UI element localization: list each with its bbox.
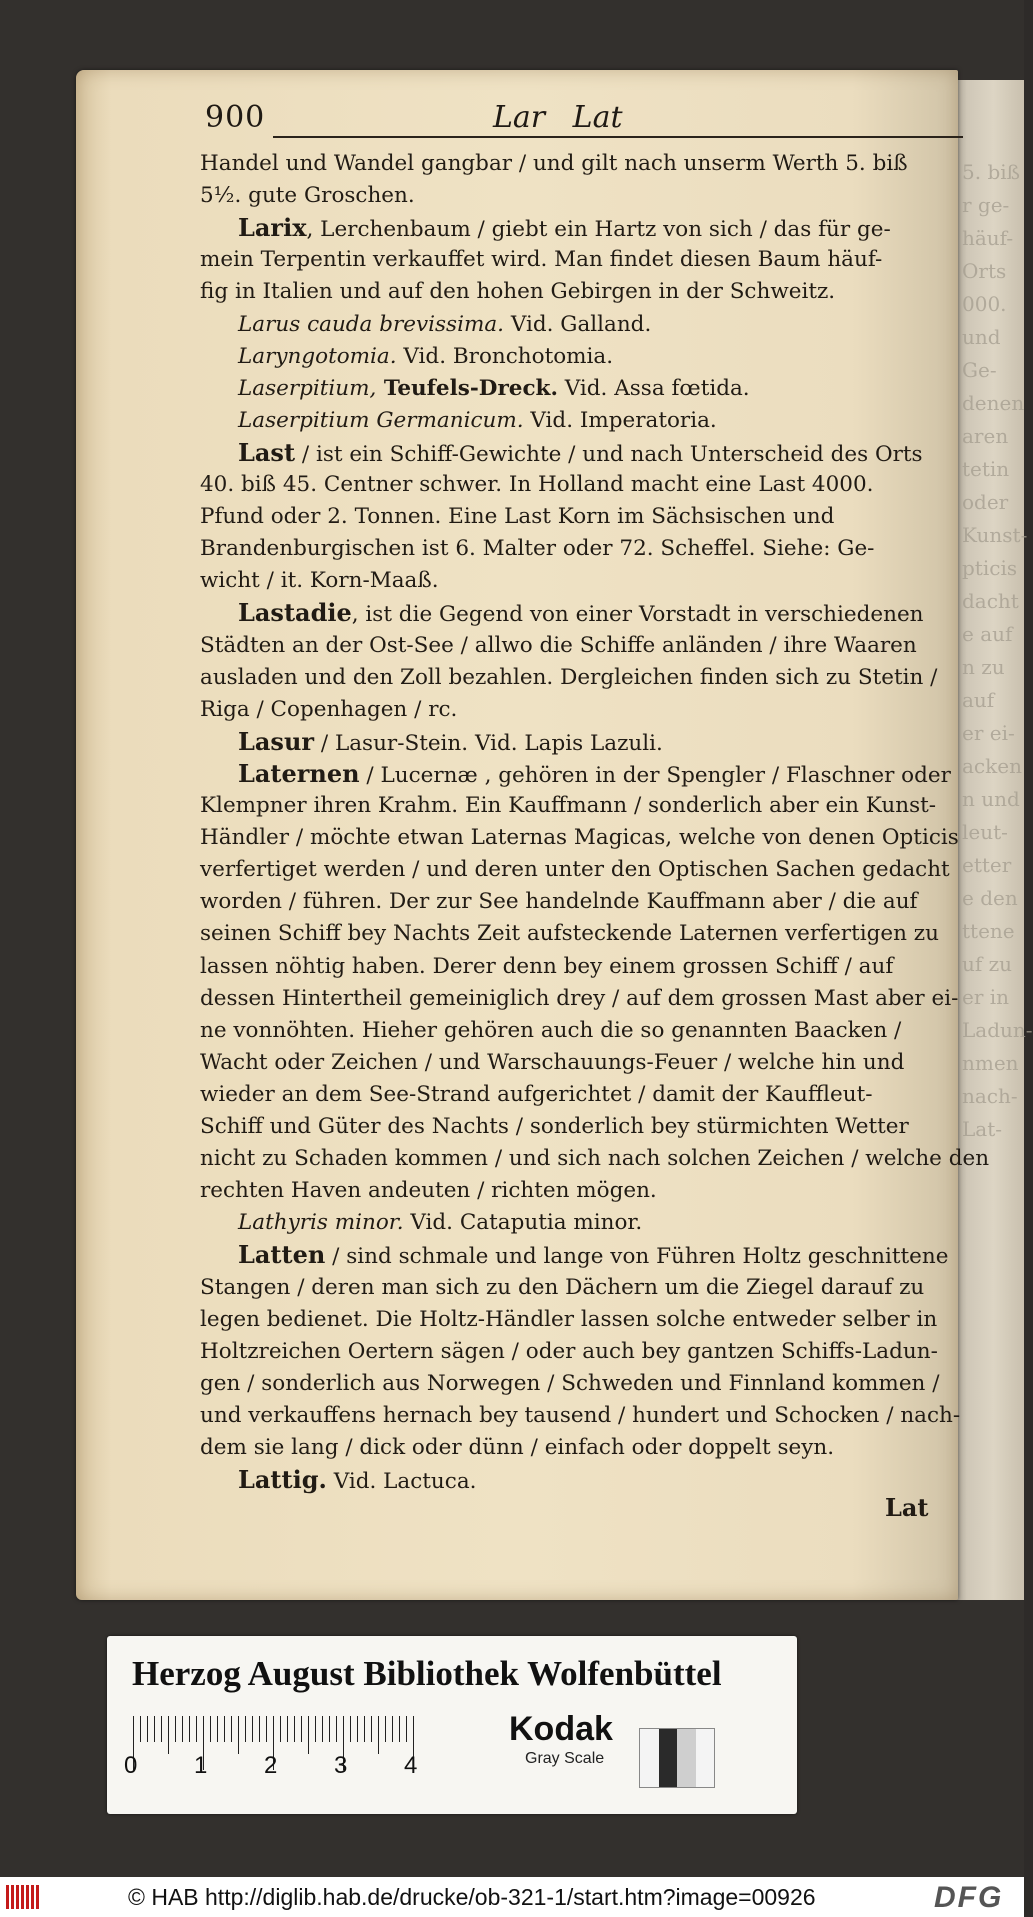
text-line <box>238 373 750 405</box>
entry-text: 5½. gute Groschen. <box>200 183 415 209</box>
ruler-tick <box>154 1716 155 1742</box>
facing-page-fragment: etter <box>962 853 1012 877</box>
facing-page-fragment: auf <box>962 688 995 712</box>
entry-text: Klempner ihren Krahm. Ein Kauffmann / sonderlich aber ein Kunst- <box>200 793 937 818</box>
ruler-tick <box>329 1716 330 1742</box>
ruler-tick <box>189 1716 190 1742</box>
facing-page-fragment: nach- <box>962 1084 1018 1108</box>
ruler-tick <box>294 1716 295 1742</box>
ruler-tick <box>168 1716 169 1754</box>
entry-text: lassen nöhtig haben. Derer denn bey einem grossen Schiff / auf <box>200 953 894 979</box>
ruler-tick <box>287 1716 288 1742</box>
entry-text: fig in Italien und auf den hohen Gebirgen in der Schweitz. <box>200 279 836 305</box>
entry-text: / sind schmale und lange von Führen Holtz geschnittene <box>325 1244 949 1270</box>
text-line <box>200 501 834 533</box>
ruler-tick <box>357 1716 358 1742</box>
ruler-tick <box>371 1716 372 1742</box>
entry-headword: Larus cauda brevissima. <box>238 311 504 337</box>
ruler-tick <box>315 1716 316 1742</box>
ruler-tick <box>385 1716 386 1742</box>
scale-number: 0 <box>124 1752 138 1779</box>
ruler-tick <box>245 1716 246 1742</box>
ruler-tick <box>399 1716 400 1742</box>
page-header <box>205 100 965 140</box>
text-line <box>200 1143 989 1175</box>
facing-page-fragment: acken <box>962 754 1022 778</box>
text-line <box>238 437 923 469</box>
entry-text: Handel und Wandel gangbar / und gilt nach unserm Werth 5. biß <box>200 151 908 176</box>
text-line <box>200 1047 904 1079</box>
text-line <box>200 148 908 180</box>
facing-page-fragment: pticis <box>962 556 1018 580</box>
text-line <box>200 244 882 276</box>
facing-page-fragment: denen <box>962 391 1025 415</box>
ruler-tick <box>252 1716 253 1742</box>
text-line <box>200 918 939 950</box>
facing-page-fragment: tetin <box>962 457 1010 481</box>
text-line <box>238 309 651 341</box>
ruler-tick <box>196 1716 197 1742</box>
facing-page-fragment: e den <box>962 886 1018 910</box>
running-head: Lar Lat <box>493 100 623 135</box>
text-line <box>200 180 415 212</box>
text-line <box>200 1272 924 1304</box>
text-line <box>238 726 663 758</box>
text-line <box>200 662 937 694</box>
facing-page-fragment: Orts <box>962 259 1007 283</box>
text-line <box>200 1111 909 1143</box>
scale-number: 3 <box>334 1752 348 1779</box>
entry-headword: Latten <box>238 1240 326 1270</box>
facing-page-fragment: er ei- <box>962 721 1015 745</box>
entry-text: / Lucernæ , gehören in der Spengler / Flaschner oder <box>359 762 951 788</box>
text-line <box>200 630 917 662</box>
ruler-tick <box>322 1716 323 1742</box>
text-line <box>200 790 936 822</box>
entry-text: mein Terpentin verkauffet wird. Man findet diesen Baum häuf- <box>200 247 883 273</box>
entry-text: ausladen und den Zoll bezahlen. Dergleichen finden sich zu Stetin / <box>200 664 938 690</box>
text-line <box>200 1175 657 1207</box>
entry-text: Städten an der Ost-See / allwo die Schiffe anländen / ihre Waaren <box>200 632 917 658</box>
text-line <box>200 565 439 597</box>
entry-headword: Last <box>238 437 296 467</box>
text-line <box>200 983 958 1015</box>
entry-headword: Laserpitium Germanicum. <box>238 407 524 433</box>
scale-number: 1 <box>194 1752 208 1779</box>
facing-page-fragment: Kunst- <box>962 523 1028 547</box>
facing-page-fragment: 5. biß <box>962 160 1020 184</box>
ruler-tick <box>350 1716 351 1742</box>
ruler-tick <box>147 1716 148 1742</box>
facing-page-fragment: häuf- <box>962 226 1014 250</box>
entry-text: Brandenburgischen ist 6. Malter oder 72. Scheffel. Siehe: Ge- <box>200 536 875 562</box>
facing-page-fragment: Ladun- <box>962 1018 1033 1042</box>
entry-headword: Larix <box>238 213 307 243</box>
facing-page-fragment: ttene <box>962 919 1015 943</box>
ruler-tick <box>224 1716 225 1742</box>
facing-page-fragment: n und <box>962 787 1020 811</box>
entry-text: , Lerchenbaum / giebt ein Hartz von sich / das für ge- <box>306 217 891 243</box>
entry-text: dessen Hintertheil gemeiniglich drey / auf dem grossen Mast aber ei- <box>200 985 959 1011</box>
gray-scale-label: Gray Scale <box>525 1750 605 1767</box>
entry-text: Schiff und Güter des Nachts / sonderlich bey stürmichten Wetter <box>200 1114 909 1139</box>
footer-link[interactable]: © HAB http://diglib.hab.de/drucke/ob-321-1/start.htm?image=00926 <box>128 1884 816 1910</box>
entry-text: Vid. Assa fœtida. <box>557 375 750 401</box>
facing-page-fragment: r ge- <box>962 193 1010 217</box>
entry-text: / Lasur-Stein. Vid. Lapis Lazuli. <box>314 730 663 756</box>
entry-headword: Lattig. <box>238 1465 327 1495</box>
text-line <box>200 854 950 886</box>
text-line <box>238 597 924 629</box>
facing-page-fragment: leut- <box>962 820 1008 844</box>
entry-text: Vid. Bronchotomia. <box>396 343 614 369</box>
facing-page-fragment: aren <box>962 424 1009 448</box>
entry-headword: Lathyris minor. <box>238 1210 404 1236</box>
ruler-tick <box>210 1716 211 1742</box>
facing-page-fragment: uf zu <box>962 952 1013 976</box>
library-color-card <box>107 1636 797 1814</box>
ruler-tick <box>392 1716 393 1742</box>
entry-text: seinen Schiff bey Nachts Zeit aufsteckende Laternen verfertigen zu <box>200 921 939 947</box>
entry-text: legen bedienet. Die Holtz-Händler lassen solche entweder selber in <box>200 1306 938 1332</box>
entry-text: Vid. Cataputia minor. <box>403 1210 643 1236</box>
facing-page-fragment: Ge- <box>962 358 997 382</box>
entry-text: Holtzreichen Oertern sägen / oder auch bey gantzen Schiffs-Ladun- <box>200 1338 938 1364</box>
facing-page-fragment: 000. <box>962 292 1007 316</box>
ruler-tick <box>406 1716 407 1742</box>
entry-text: Händler / möchte etwan Laternas Magicas, welche von denen Opticis <box>200 825 959 851</box>
ruler-scale <box>133 1716 513 1772</box>
entry-headword: Laserpitium, <box>238 375 377 401</box>
entry-text: Riga / Copenhagen / rc. <box>200 696 458 722</box>
text-line <box>200 1015 901 1047</box>
entry-text: 40. biß 45. Centner schwer. In Holland macht eine Last 4000. <box>200 472 874 497</box>
entry-text: worden / führen. Der zur See handelnde Kauffmann aber / die auf <box>200 889 918 915</box>
ruler-tick <box>266 1716 267 1742</box>
entry-german-term: Teufels-Dreck. <box>376 375 558 401</box>
entry-headword: Laternen <box>238 758 360 788</box>
text-line <box>200 822 959 854</box>
text-line <box>200 886 918 918</box>
ruler-tick <box>259 1716 260 1742</box>
text-line <box>200 469 873 501</box>
entry-text: , ist die Gegend von einer Vorstadt in verschiedenen <box>351 602 924 628</box>
facing-page-fragment: nmen <box>962 1051 1019 1075</box>
text-line <box>238 758 951 790</box>
entry-text: / ist ein Schiff-Gewichte / und nach Unterscheid des Orts <box>295 441 923 467</box>
scale-number: 4 <box>404 1752 418 1779</box>
ruler-tick <box>280 1716 281 1742</box>
ruler-tick <box>301 1716 302 1742</box>
entry-text: gen / sonderlich aus Norwegen / Schweden und Finnland kommen / <box>200 1370 940 1396</box>
ruler-tick <box>378 1716 379 1754</box>
text-line <box>200 1079 873 1111</box>
entry-headword: Laryngotomia. <box>238 343 397 369</box>
ruler-tick <box>217 1716 218 1742</box>
text-line <box>200 1368 939 1400</box>
entry-text: Wacht oder Zeichen / und Warschauungs-Feuer / welche hin und <box>200 1049 905 1075</box>
entry-text: Vid. Lactuca. <box>326 1469 477 1495</box>
facing-page-fragment: oder <box>962 490 1009 514</box>
facing-page-fragment: Lat- <box>962 1117 1002 1141</box>
facing-page-fragment: er in <box>962 985 1010 1009</box>
text-line <box>200 1432 834 1464</box>
catch-word: Lat <box>885 1493 929 1522</box>
text-line <box>238 1239 948 1271</box>
dfg-logo: DFG <box>934 1881 1004 1914</box>
ruler-tick <box>182 1716 183 1742</box>
entry-text: ne vonnöhten. Hieher gehören auch die so genannten Baacken / <box>200 1017 902 1043</box>
text-line <box>238 1464 476 1496</box>
facing-page-fragment: e auf <box>962 622 1013 646</box>
header-rule <box>273 136 963 138</box>
text-line <box>238 1207 642 1239</box>
entry-text: wieder an dem See-Strand aufgerichtet / damit der Kauffleut- <box>200 1081 873 1107</box>
ruler-tick <box>364 1716 365 1742</box>
ruler-tick <box>140 1716 141 1742</box>
entry-headword: Lastadie <box>238 598 352 628</box>
text-line <box>200 951 893 983</box>
entry-text: verfertiget werden / und deren unter den Optischen Sachen gedacht <box>200 857 950 883</box>
entry-text: dem sie lang / dick oder dünn / einfach oder doppelt seyn. <box>200 1435 835 1460</box>
kodak-logo: Kodak <box>509 1710 613 1748</box>
scale-number: 2 <box>264 1752 278 1779</box>
page-number: 900 <box>205 100 266 135</box>
ruler-tick <box>175 1716 176 1742</box>
text-line <box>200 533 874 565</box>
gray-scale-patches <box>639 1728 715 1788</box>
ruler-tick <box>336 1716 337 1742</box>
entry-text: Pfund oder 2. Tonnen. Eine Last Korn im Sächsischen und <box>200 504 835 530</box>
text-line <box>200 1336 938 1368</box>
entry-text: wicht / it. Korn-Maaß. <box>200 568 439 594</box>
text-line <box>200 694 457 726</box>
text-line <box>200 1400 960 1432</box>
text-line <box>238 405 717 437</box>
ruler-tick <box>238 1716 239 1754</box>
facing-page-fragment: dacht <box>962 589 1019 613</box>
hab-logo-icon <box>6 1885 46 1909</box>
ruler-tick <box>161 1716 162 1742</box>
facing-page-fragment: und <box>962 325 1001 349</box>
text-line <box>200 1304 937 1336</box>
text-line <box>238 212 891 244</box>
entry-text: Stangen / deren man sich zu den Dächern um die Ziegel darauf zu <box>200 1274 925 1300</box>
entry-text: Vid. Galland. <box>503 311 652 337</box>
entry-text: und verkauffens hernach bey tausend / hundert und Schocken / nach- <box>200 1402 961 1428</box>
library-name: Herzog August Bibliothek Wolfenbüttel <box>132 1654 722 1693</box>
footer-bar <box>0 1877 1024 1917</box>
facing-page-fragment: n zu <box>962 655 1005 679</box>
text-line <box>238 341 613 373</box>
entry-headword: Lasur <box>238 726 315 756</box>
ruler-tick <box>231 1716 232 1742</box>
entry-text: Vid. Imperatoria. <box>523 407 717 433</box>
text-line <box>200 276 835 308</box>
entry-text: rechten Haven andeuten / richten mögen. <box>200 1178 657 1204</box>
entry-text: nicht zu Schaden kommen / und sich nach solchen Zeichen / welche den <box>200 1146 990 1172</box>
ruler-tick <box>308 1716 309 1754</box>
